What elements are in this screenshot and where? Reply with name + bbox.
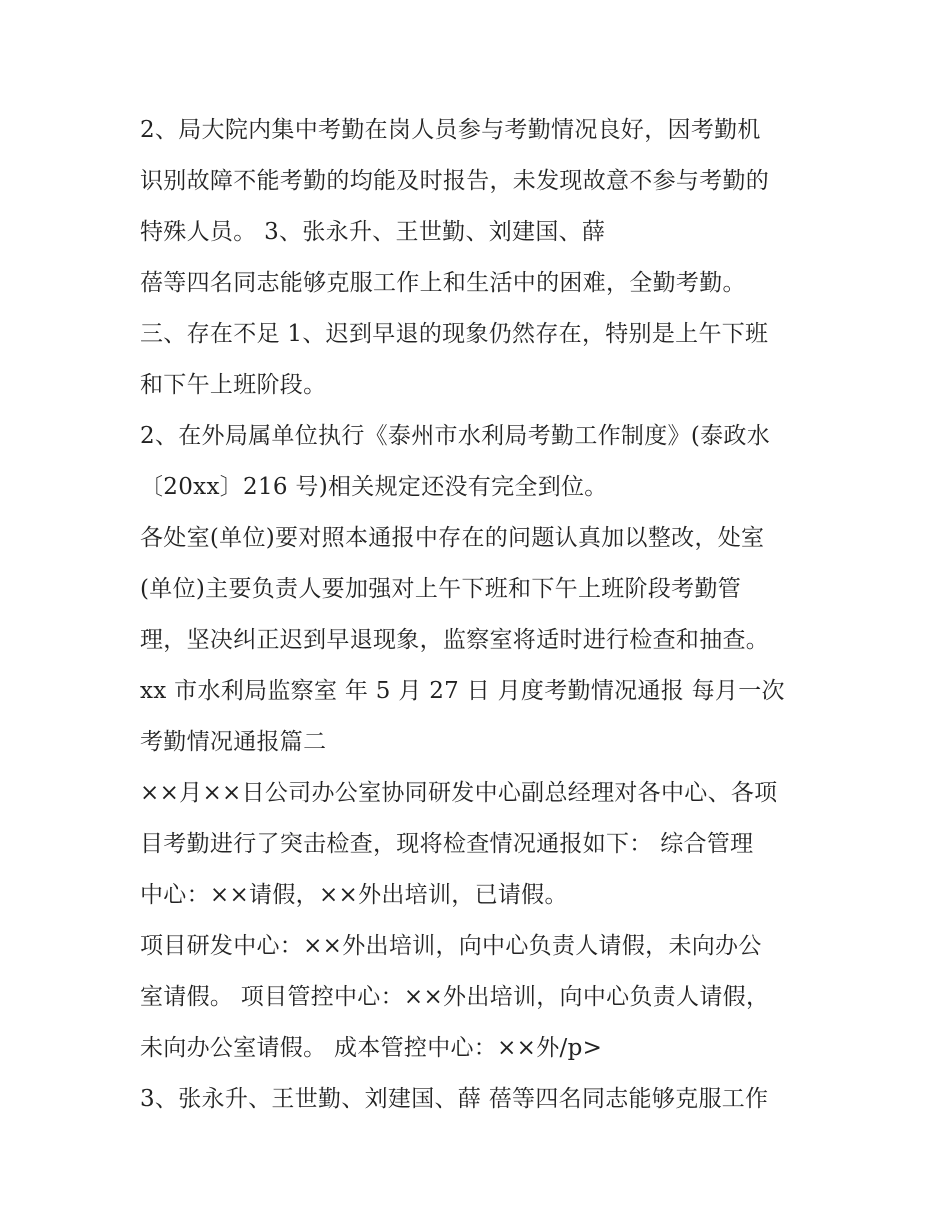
text-line: (单位)主要负责人要加强对上午下班和下午上班阶段考勤管 xyxy=(140,576,742,602)
text-line: 三、存在不足 1、迟到早退的现象仍然存在，特别是上午下班 xyxy=(140,321,769,347)
text-line: ××月××日公司办公室协同研发中心副总经理对各中心、各项 xyxy=(140,780,778,806)
text-line: 〔20xx〕216 号)相关规定还没有完全到位。 xyxy=(140,474,608,500)
text-line: 项目研发中心：××外出培训，向中心负责人请假，未向办公 xyxy=(140,933,762,959)
text-line: 和下午上班阶段。 xyxy=(140,372,327,398)
text-line: 考勤情况通报篇二 xyxy=(140,729,327,755)
text-line: 各处室(单位)要对照本通报中存在的问题认真加以整改，处室 xyxy=(140,525,765,551)
text-line: 目考勤进行了突击检查，现将检查情况通报如下： 综合管理 xyxy=(140,831,754,857)
text-line: 理，坚决纠正迟到早退现象，监察室将适时进行检查和抽查。 xyxy=(140,627,770,653)
text-line: 中心：××请假，××外出培训，已请假。 xyxy=(140,882,568,908)
text-line: 室请假。 项目管控中心：××外出培训，向中心负责人请假， xyxy=(140,984,770,1010)
text-line: 特殊人员。 3、张永升、王世勤、刘建国、薛 xyxy=(140,219,606,245)
text-line: 蓓等四名同志能够克服工作上和生活中的困难，全勤考勤。 xyxy=(140,270,746,296)
text-line: 未向办公室请假。 成本管控中心：××外/p> xyxy=(140,1035,603,1061)
text-line: 2、在外局属单位执行《泰州市水利局考勤工作制度》(泰政水 xyxy=(140,423,771,449)
text-line: 2、局大院内集中考勤在岗人员参与考勤情况良好，因考勤机 xyxy=(140,117,761,143)
text-line: 识别故障不能考勤的均能及时报告，未发现故意不参与考勤的 xyxy=(140,168,770,194)
text-line: 3、张永升、王世勤、刘建国、薛 蓓等四名同志能够克服工作 xyxy=(140,1086,769,1112)
text-line: xx 市水利局监察室 年 5 月 27 日 月度考勤情况通报 每月一次 xyxy=(140,678,785,704)
